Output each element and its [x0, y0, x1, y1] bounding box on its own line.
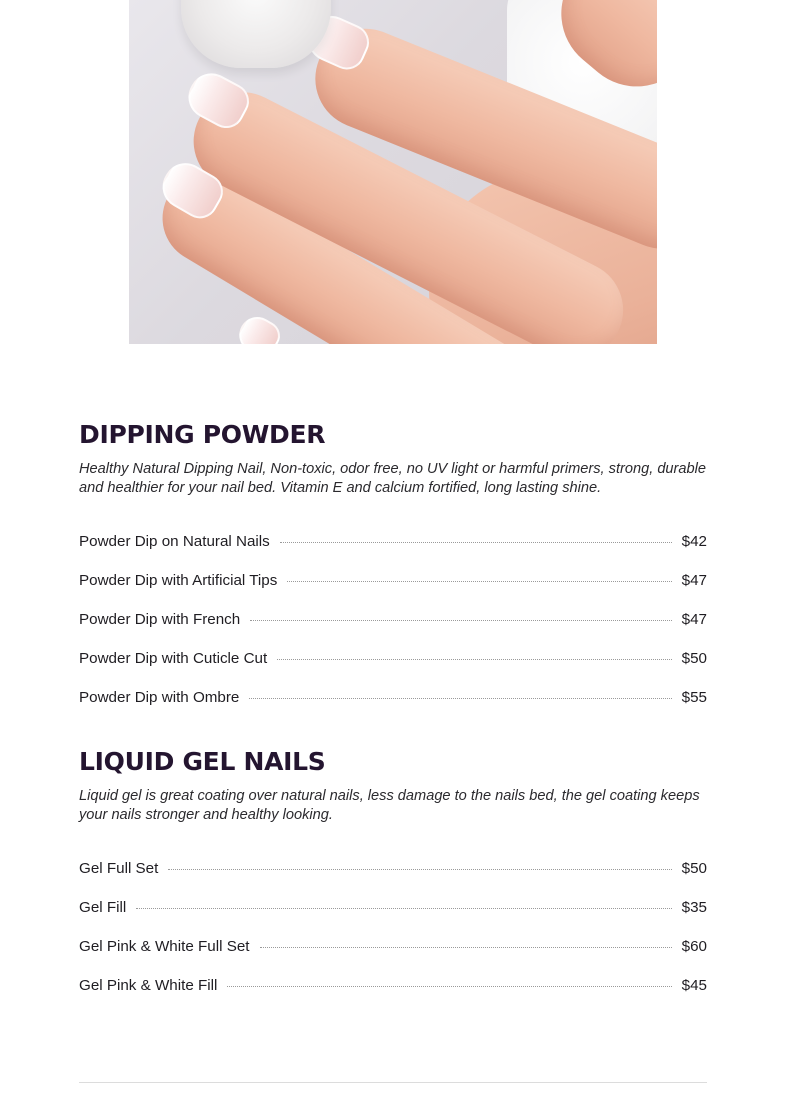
- dotted-leader: [287, 581, 671, 582]
- service-name: Powder Dip with French: [79, 611, 241, 628]
- nail-shape: [233, 310, 286, 344]
- section-title: DIPPING POWDER: [79, 420, 326, 449]
- service-price: $45: [681, 977, 707, 994]
- service-price: $60: [681, 938, 707, 955]
- liquid-gel-nails-section: [79, 746, 707, 1005]
- hero-image: [129, 0, 657, 344]
- service-item: [79, 678, 707, 717]
- service-name: Gel Pink & White Fill: [79, 977, 218, 994]
- dotted-leader: [277, 659, 671, 660]
- section-description: Healthy Natural Dipping Nail, Non-toxic, odor free, no UV light or harmful primers, strong, durable and healthier for your nail bed. Vitamin E and calcium fortified, long lasting shine.: [79, 461, 706, 496]
- service-price: $50: [681, 860, 707, 877]
- service-name: Gel Pink & White Full Set: [79, 938, 250, 955]
- service-name: Gel Fill: [79, 899, 127, 916]
- service-item: [79, 561, 707, 600]
- service-list: [79, 849, 707, 1005]
- footer-divider: [79, 1082, 707, 1083]
- service-item: [79, 639, 707, 678]
- service-item: [79, 522, 707, 561]
- service-name: Powder Dip on Natural Nails: [79, 533, 270, 550]
- dotted-leader: [280, 542, 672, 543]
- dotted-leader: [249, 698, 671, 699]
- service-item: [79, 849, 707, 888]
- service-item: [79, 927, 707, 966]
- section-title: LIQUID GEL NAILS: [79, 747, 326, 776]
- service-item: [79, 966, 707, 1005]
- dotted-leader: [136, 908, 671, 909]
- service-price: $35: [681, 899, 707, 916]
- service-list: [79, 522, 707, 717]
- service-price: $42: [681, 533, 707, 550]
- dipping-powder-section: [79, 419, 707, 717]
- service-price: $50: [681, 650, 707, 667]
- service-price: $47: [681, 611, 707, 628]
- service-price: $55: [681, 689, 707, 706]
- service-name: Powder Dip with Artificial Tips: [79, 572, 278, 589]
- service-name: Powder Dip with Cuticle Cut: [79, 650, 268, 667]
- service-name: Powder Dip with Ombre: [79, 689, 240, 706]
- polish-bottle-shape: [181, 0, 331, 68]
- dotted-leader: [260, 947, 672, 948]
- dotted-leader: [250, 620, 671, 621]
- dotted-leader: [227, 986, 671, 987]
- service-name: Gel Full Set: [79, 860, 159, 877]
- service-price: $47: [681, 572, 707, 589]
- dotted-leader: [168, 869, 671, 870]
- service-item: [79, 888, 707, 927]
- section-description: Liquid gel is great coating over natural nails, less damage to the nails bed, the gel coating keeps your nails stronger and healthy looking.: [79, 788, 700, 823]
- service-item: [79, 600, 707, 639]
